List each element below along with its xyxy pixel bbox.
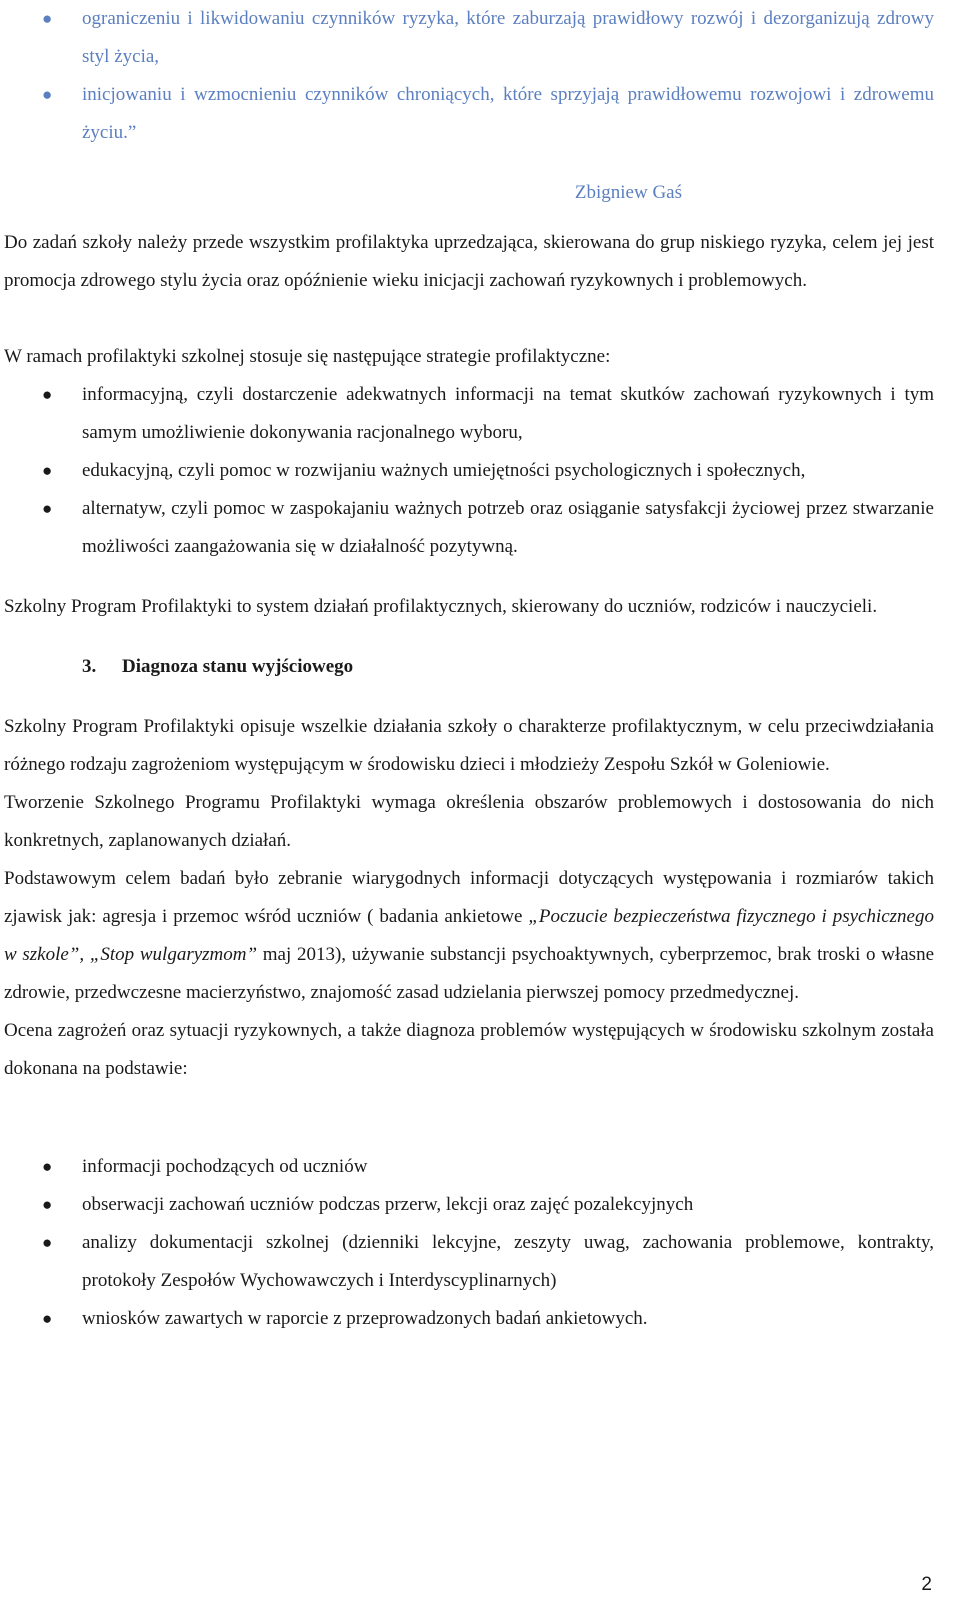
section-heading [4, 648, 934, 686]
list-item: ● analizy dokumentacji szkolnej (dzienniki lekcyjne, zeszyty uwag, zachowania problemowe, kontrakty, protokoły Zespołów Wychowawczych i Interdyscyplinarnych) [4, 1224, 934, 1300]
bullet-icon: ● [42, 9, 53, 28]
strategies-list [4, 376, 934, 566]
list-item: ● alternatyw, czyli pomoc w zaspokajaniu ważnych potrzeb oraz osiąganie satysfakcji życiowej przez stwarzanie możliwości zaangażowania się w działalność pozytywną. [4, 490, 934, 566]
section-title: Diagnoza stanu wyjściowego [122, 656, 354, 677]
bullet-icon: ● [42, 1233, 53, 1252]
paragraph-program: Szkolny Program Profilaktyki to system działań profilaktycznych, skierowany do uczniów, rodziców i nauczycieli. [4, 596, 878, 617]
paragraph-describes: Szkolny Program Profilaktyki opisuje wszelkie działania szkoły o charakterze profilaktycznym, w celu przeciwdziałania różnego rodzaju zagrożeniom występującym w środowisku dzieci i młodzieży Zespołu Szkół w Goleniowie. [4, 716, 934, 775]
bullet-icon: ● [42, 1157, 53, 1176]
bullet-icon: ● [42, 1195, 53, 1214]
bullet-icon: ● [42, 461, 53, 480]
page-number: 2 [921, 1574, 932, 1595]
section-number: 3. [82, 656, 97, 677]
paragraph-assessment: Ocena zagrożeń oraz sytuacji ryzykownych, a także diagnoza problemów występujących w środowisku szkolnym została dokonana na podstawie: [4, 1020, 934, 1079]
list-item: ● informacji pochodzących od uczniów [4, 1148, 934, 1186]
survey-titles: „Poczucie bezpieczeństwa fizycznego i psychicznego w szkole”, „Stop wulgaryzmom” [4, 906, 934, 965]
list-item: ● wniosków zawartych w raporcie z przeprowadzonych badań ankietowych. [4, 1300, 934, 1338]
bullet-icon: ● [42, 85, 53, 104]
quote-author: Zbigniew Gaś [574, 182, 682, 203]
sources-list [4, 1148, 934, 1338]
list-item: ● informacyjną, czyli dostarczenie adekwatnych informacji na temat skutków zachowań ryzykownych i tym samym umożliwienie dokonywania racjonalnego wyboru, [4, 376, 934, 452]
document-page [4, 0, 934, 1338]
strategies-intro: W ramach profilaktyki szkolnej stosuje się następujące strategie profilaktyczne: [4, 346, 611, 367]
list-item: ● ograniczeniu i likwidowaniu czynników ryzyka, które zaburzają prawidłowy rozwój i dezorganizują zdrowy styl życia, [4, 0, 934, 76]
paragraph-school-tasks: Do zadań szkoły należy przede wszystkim profilaktyka uprzedzająca, skierowana do grup niskiego ryzyka, celem jej jest promocja zdrowego stylu życia oraz opóźnienie wieku inicjacji zachowań ryzykownych i problemowych. [4, 232, 934, 291]
bullet-icon: ● [42, 385, 53, 404]
paragraph-creating: Tworzenie Szkolnego Programu Profilaktyki wymaga określenia obszarów problemowych i dostosowania do nich konkretnych, zaplanowanych działań. [4, 792, 934, 851]
list-item: ● edukacyjną, czyli pomoc w rozwijaniu ważnych umiejętności psychologicznych i społecznych, [4, 452, 934, 490]
bullet-icon: ● [42, 1309, 53, 1328]
list-item: ● obserwacji zachowań uczniów podczas przerw, lekcji oraz zajęć pozalekcyjnych [4, 1186, 934, 1224]
bullet-icon: ● [42, 499, 53, 518]
paragraph-research: Podstawowym celem badań było zebranie wiarygodnych informacji dotyczących występowania i rozmiarów takich zjawisk jak: agresja i przemoc wśród uczniów ( badania ankietowe „Poczucie bezpieczeństwa fizycznego i psychicznego w szkole”, „Stop wulgaryzmom” maj 2013), używanie substancji psychoaktywnych, cyberprzemoc, brak troski o własne zdrowie, przedwczesne macierzyństwo, znajomość zasad udzielania pierwszej pomocy przedmedycznej. [4, 868, 935, 1003]
intro-bullet-list [4, 0, 934, 152]
list-item: ● inicjowaniu i wzmocnieniu czynników chroniących, które sprzyjają prawidłowemu rozwojowi i zdrowemu życiu.” [4, 76, 934, 152]
